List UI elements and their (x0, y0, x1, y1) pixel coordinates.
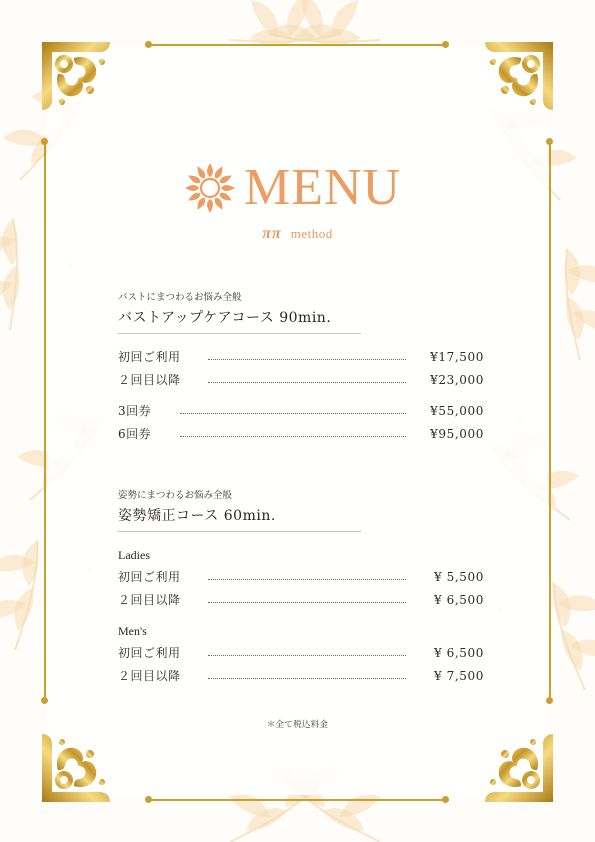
price-value: ¥23,000 (430, 373, 484, 387)
price-value: ¥ 5,500 (433, 570, 484, 584)
dotted-leader (208, 678, 406, 679)
price-label: 初回ご利用 (118, 570, 181, 584)
sun-flower-icon (184, 162, 236, 214)
price-label: 初回ご利用 (118, 646, 181, 660)
mens-label: Men's (118, 624, 147, 638)
price-row (118, 667, 484, 685)
frame-dot (41, 697, 48, 704)
frame-dot (442, 796, 449, 803)
frame-dot (546, 138, 553, 145)
section-title: バストアップケアコース 90min. (118, 310, 332, 326)
frame-dot (442, 41, 449, 48)
frame-dot (546, 697, 553, 704)
gold-ornament-icon (40, 726, 118, 804)
dotted-leader (208, 655, 406, 656)
frame-bottom-line (150, 799, 445, 801)
price-row (118, 568, 484, 586)
section-caption: バストにまつわるお悩み全般 (118, 292, 242, 303)
price-value: ¥95,000 (430, 427, 484, 441)
price-label: 初回ご利用 (118, 350, 181, 364)
price-label: ２回目以降 (118, 373, 181, 387)
dotted-leader (180, 436, 406, 437)
dotted-leader (208, 602, 406, 603)
frame-dot (41, 138, 48, 145)
dotted-leader (180, 413, 406, 414)
frame-top-line (150, 44, 445, 46)
brand-subtitle (0, 224, 595, 243)
price-row (118, 644, 484, 662)
price-label: ２回目以降 (118, 669, 181, 683)
price-value: ¥ 6,500 (433, 593, 484, 607)
frame-dot (145, 796, 152, 803)
section-divider (118, 531, 361, 532)
section-title: 姿勢矯正コース 60min. (118, 508, 276, 524)
price-value: ¥ 7,500 (433, 669, 484, 683)
price-value: ¥ 6,500 (433, 646, 484, 660)
price-value: ¥17,500 (430, 350, 484, 364)
price-label: ２回目以降 (118, 593, 181, 607)
bust-care-section (118, 292, 484, 452)
price-value: ¥55,000 (430, 404, 484, 418)
section-divider (118, 333, 361, 334)
price-row (118, 425, 484, 443)
gold-ornament-icon (477, 726, 555, 804)
price-label: 6回券 (118, 427, 152, 441)
price-row (118, 591, 484, 609)
section-caption: 姿勢にまつわるお悩み全般 (118, 490, 233, 501)
posture-section (118, 490, 484, 690)
price-row (118, 348, 484, 366)
dotted-leader (208, 579, 406, 580)
tax-footnote: ＊全て税込料金 (266, 720, 329, 730)
brand-symbol: ππ (262, 225, 282, 242)
gold-ornament-icon (477, 40, 555, 118)
ladies-label: Ladies (118, 548, 150, 562)
menu-title: MENU (244, 159, 402, 216)
dotted-leader (208, 382, 406, 383)
brand-word: method (290, 226, 333, 241)
price-row (118, 371, 484, 389)
dotted-leader (208, 359, 406, 360)
price-label: 3回券 (118, 404, 152, 418)
frame-dot (145, 41, 152, 48)
price-row (118, 402, 484, 420)
gold-ornament-icon (40, 40, 118, 118)
